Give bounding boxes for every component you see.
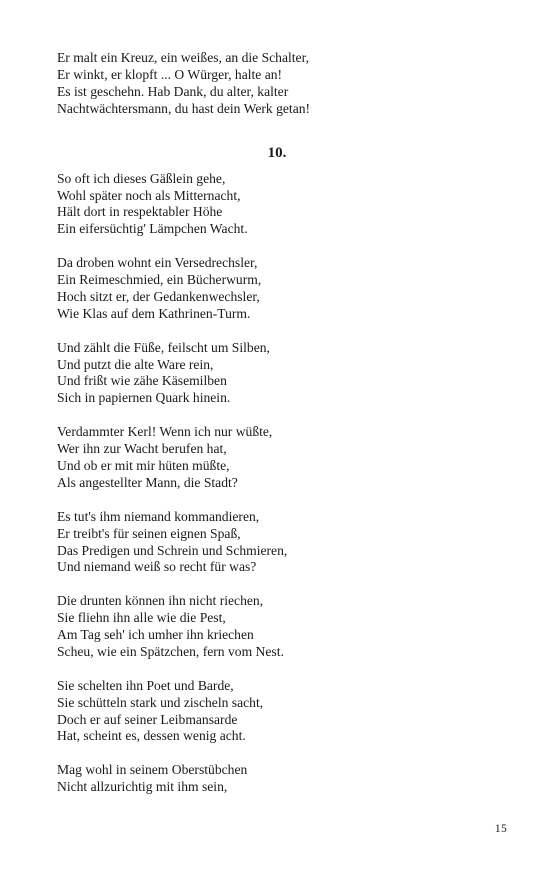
verse-line: Hält dort in respektabler Höhe <box>57 204 223 220</box>
verse-line: Wohl später noch als Mitternacht, <box>57 187 241 203</box>
stanza-8 <box>57 762 497 796</box>
verse-line: Ein Reimeschmied, ein Bücherwurm, <box>57 272 262 288</box>
verse-line: Sie fliehn ihn alle wie die Pest, <box>57 610 226 626</box>
verse-line: Mag wohl in seinem Oberstübchen <box>57 762 248 778</box>
verse-line: Wie Klas auf dem Kathrinen-Turm. <box>57 305 251 321</box>
stanza-1 <box>57 171 497 239</box>
verse-line: Hat, scheint es, dessen wenig acht. <box>57 728 246 744</box>
verse-line: Er malt ein Kreuz, ein weißes, an die Schalter, <box>57 50 309 65</box>
verse-line: Hoch sitzt er, der Gedankenwechsler, <box>57 288 260 304</box>
verse-line: Doch er auf seiner Leibmansarde <box>57 711 238 727</box>
verse-line: Es tut's ihm niemand kommandieren, <box>57 508 260 524</box>
stanza-6 <box>57 593 497 661</box>
verse-line: Wer ihn zur Wacht berufen hat, <box>57 441 227 457</box>
verse-line: Am Tag seh' ich umher ihn kriechen <box>57 627 254 643</box>
stanza-5 <box>57 509 497 577</box>
verse-line: Und ob er mit mir hüten müßte, <box>57 457 230 473</box>
poem-number: 10. <box>267 144 287 161</box>
verse-line: Da droben wohnt ein Versedrechsler, <box>57 255 258 271</box>
stanza-2 <box>57 255 497 323</box>
verse-line: Scheu, wie ein Spätzchen, fern vom Nest. <box>57 643 284 659</box>
page-content <box>57 50 497 813</box>
verse-line: Es ist geschehn. Hab Dank, du alter, kalter <box>57 83 289 99</box>
verse-line: Verdammter Kerl! Wenn ich nur wüßte, <box>57 424 273 440</box>
verse-line: Sich in papiernen Quark hinein. <box>57 390 231 406</box>
verse-line: Sie schütteln stark und zischeln sacht, <box>57 694 264 710</box>
verse-line: Er treibt's für seinen eignen Spaß, <box>57 525 241 541</box>
verse-line: Das Predigen und Schrein und Schmieren, <box>57 542 288 558</box>
verse-line: Als angestellter Mann, die Stadt? <box>57 474 238 490</box>
page-number: 15 <box>494 823 507 835</box>
verse-line: Die drunten können ihn nicht riechen, <box>57 593 264 609</box>
stanza-4 <box>57 424 497 492</box>
verse-line: So oft ich dieses Gäßlein gehe, <box>57 170 226 186</box>
verse-line: Ein eifersüchtig' Lämpchen Wacht. <box>57 221 248 237</box>
verse-line: Und putzt die alte Ware rein, <box>57 356 214 372</box>
verse-line: Und niemand weiß so recht für was? <box>57 559 257 575</box>
verse-line: Und zählt die Füße, feilscht um Silben, <box>57 339 270 355</box>
stanza-7 <box>57 678 497 746</box>
stanza-3 <box>57 340 497 408</box>
verse-line: Und frißt wie zähe Käsemilben <box>57 373 227 389</box>
verse-line: Nicht allzurichtig mit ihm sein, <box>57 779 228 795</box>
opening-stanza <box>57 50 497 118</box>
verse-line: Nachtwächtersmann, du hast dein Werk getan! <box>57 100 311 116</box>
verse-line: Er winkt, er klopft ... O Würger, halte an! <box>57 66 283 82</box>
verse-line: Sie schelten ihn Poet und Barde, <box>57 677 234 693</box>
